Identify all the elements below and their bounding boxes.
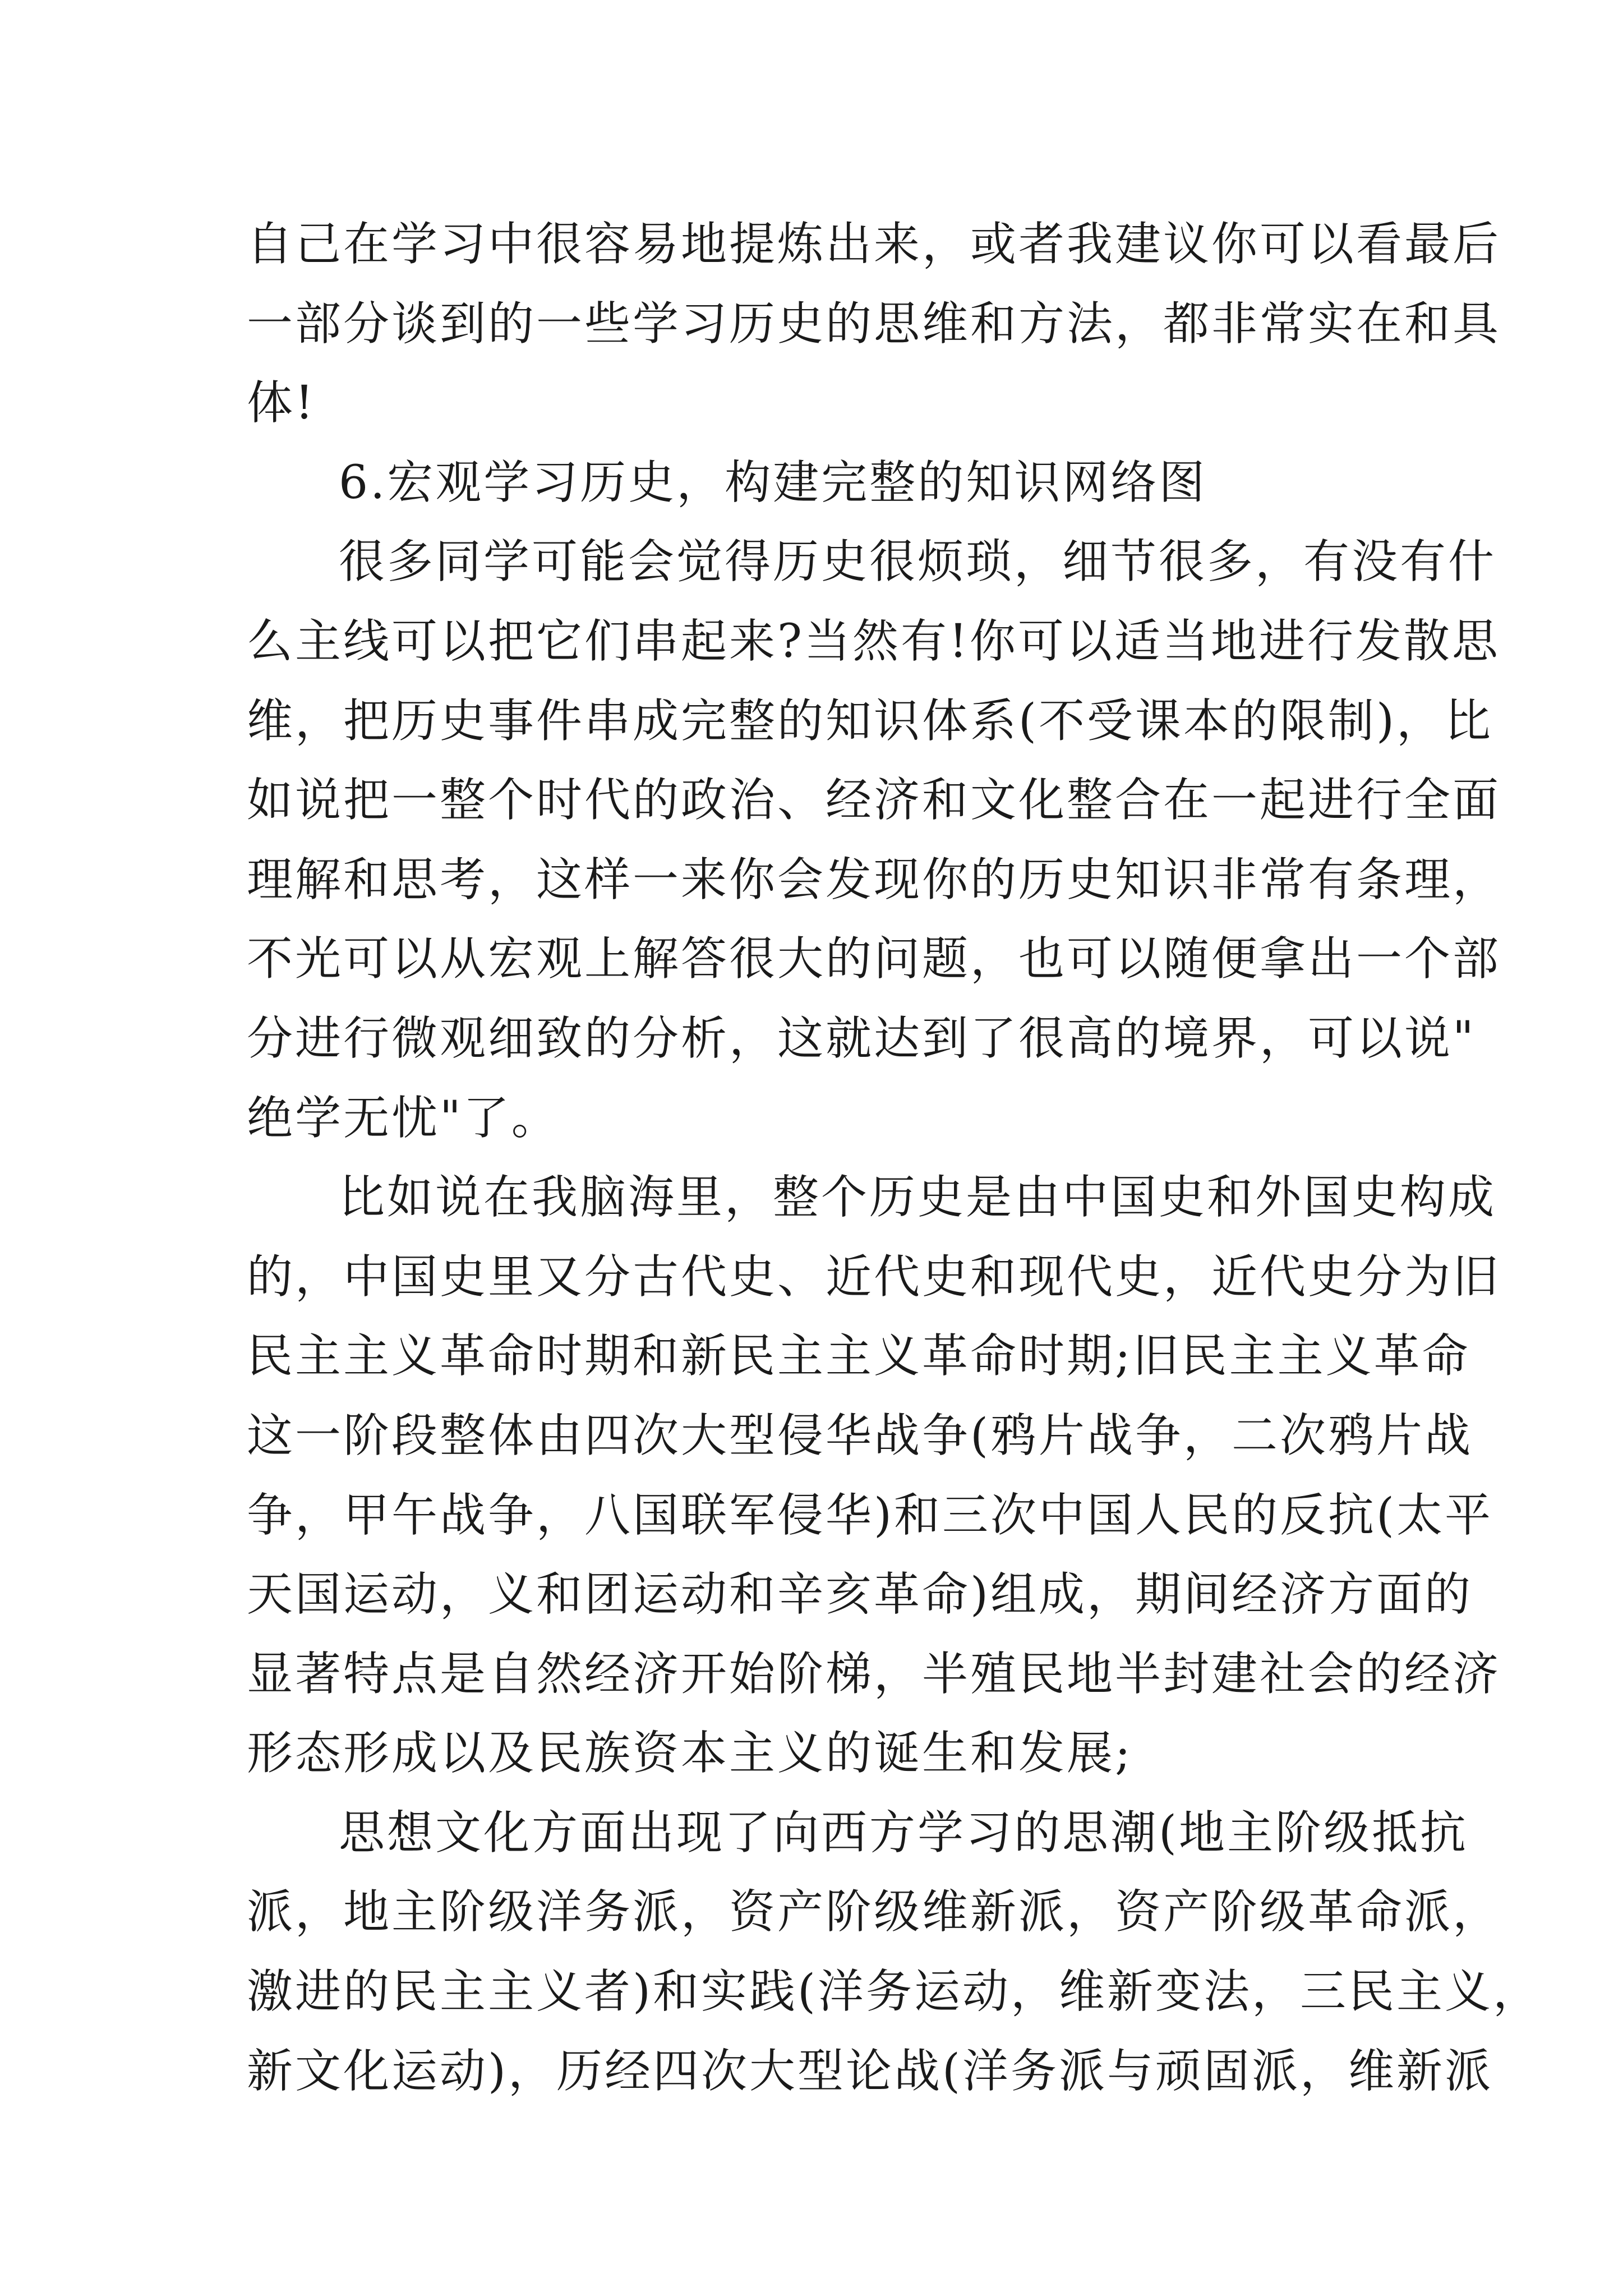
text-line: 如说把一整个时代的政治、经济和文化整合在一起进行全面 bbox=[247, 774, 1501, 827]
text-line: 绝学无忧"了。 bbox=[247, 1091, 560, 1145]
section-heading: 6.宏观学习历史，构建完整的知识网络图 bbox=[339, 455, 1207, 509]
text-line: 维，把历史事件串成完整的知识体系(不受课本的限制)，比 bbox=[247, 694, 1493, 748]
text-line: 显著特点是自然经济开始阶梯，半殖民地半封建社会的经济 bbox=[247, 1647, 1501, 1701]
text-line: 分进行微观细致的分析，这就达到了很高的境界，可以说" bbox=[247, 1011, 1476, 1065]
text-line: 不光可以从宏观上解答很大的问题，也可以随便拿出一个部 bbox=[247, 932, 1501, 986]
text-line: 的，中国史里又分古代史、近代史和现代史，近代史分为旧 bbox=[247, 1250, 1501, 1304]
text-line: 争，甲午战争，八国联军侵华)和三次中国人民的反抗(太平 bbox=[247, 1488, 1493, 1542]
text-line: 形态形成以及民族资本主义的诞生和发展; bbox=[247, 1727, 1133, 1780]
text-line: 体! bbox=[247, 376, 316, 430]
text-line: 很多同学可能会觉得历史很烦琐，细节很多，有没有什 bbox=[339, 535, 1497, 589]
text-line: 民主主义革命时期和新民主主义革命时期;旧民主主义革命 bbox=[247, 1329, 1470, 1383]
text-line: 激进的民主主义者)和实践(洋务运动，维新变法，三民主义， bbox=[247, 1965, 1541, 2019]
body-text bbox=[247, 205, 1541, 2111]
text-line: 这一阶段整体由四次大型侵华战争(鸦片战争，二次鸦片战 bbox=[247, 1409, 1473, 1462]
text-line: 一部分谈到的一些学习历史的思维和方法，都非常实在和具 bbox=[247, 297, 1501, 351]
text-line: 新文化运动)，历经四次大型论战(洋务派与顽固派，维新派 bbox=[247, 2044, 1493, 2098]
text-line: 自己在学习中很容易地提炼出来，或者我建议你可以看最后 bbox=[247, 218, 1501, 271]
text-line: 么主线可以把它们串起来?当然有!你可以适当地进行发散思 bbox=[247, 614, 1500, 668]
text-line: 思想文化方面出现了向西方学习的思潮(地主阶级抵抗 bbox=[339, 1806, 1468, 1860]
text-line: 比如说在我脑海里，整个历史是由中国史和外国史构成 bbox=[339, 1171, 1497, 1225]
text-line: 天国运动，义和团运动和辛亥革命)组成，期间经济方面的 bbox=[247, 1568, 1473, 1622]
text-line: 理解和思考，这样一来你会发现你的历史知识非常有条理， bbox=[247, 853, 1501, 907]
text-line: 派，地主阶级洋务派，资产阶级维新派，资产阶级革命派， bbox=[247, 1885, 1501, 1939]
